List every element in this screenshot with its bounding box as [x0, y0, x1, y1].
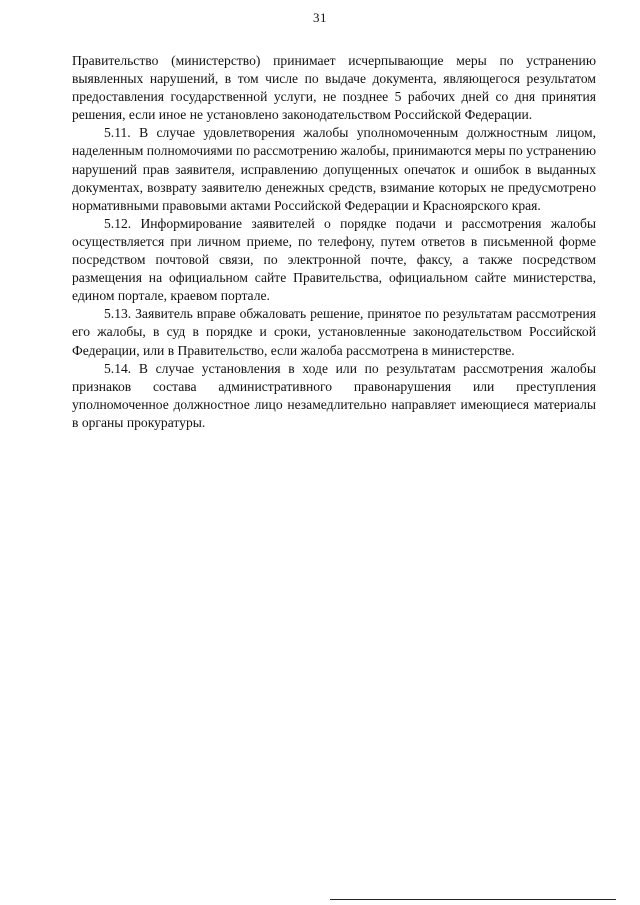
footer-rule [330, 899, 616, 900]
paragraph-continuation: Правительство (министерство) принимает исчерпывающие меры по устранению выявленных нарушений, в том числе по выдаче документа, являющегося результатом предоставления государственной услуги, не позднее 5 рабочих дней со дня принятия решения, если иное не установлено законодательством Российской Федерации. [72, 53, 596, 123]
page-number: 31 [313, 10, 327, 25]
paragraph-5-12: 5.12. Информирование заявителей о порядке подачи и рассмотрения жалобы осуществляется при личном приеме, по телефону, путем ответов в письменной форме посредством почтовой связи, по электронной почте, факсу, а также посредством размещения на официальном сайте Правительства, официальном сайте министерства, едином портале, краевом портале. [72, 215, 596, 304]
paragraph-5-14: 5.14. В случае установления в ходе или по результатам рассмотрения жалобы признаков состава административного правонарушения или преступления уполномоченное должностное лицо незамедлительно направляет имеющиеся материалы в органы прокуратуры. [72, 360, 596, 430]
paragraph-5-13: 5.13. Заявитель вправе обжаловать решение, принятое по результатам рассмотрения его жалобы, в суд в порядке и сроки, установленные законодательством Российской Федерации, или в Правительство, если жалоба рассмотрена в министерстве. [72, 306, 596, 358]
paragraph-5-11: 5.11. В случае удовлетворения жалобы уполномоченным должностным лицом, наделенным полномочиями по рассмотрению жалобы, принимаются меры по устранению нарушений прав заявителя, исправлению допущенных опечаток и ошибок в выданных документах, возврату заявителю денежных средств, взимание которых не предусмотрено нормативными правовыми актами Российской Федерации и Красноярского края. [72, 125, 596, 213]
document-body [72, 52, 596, 432]
